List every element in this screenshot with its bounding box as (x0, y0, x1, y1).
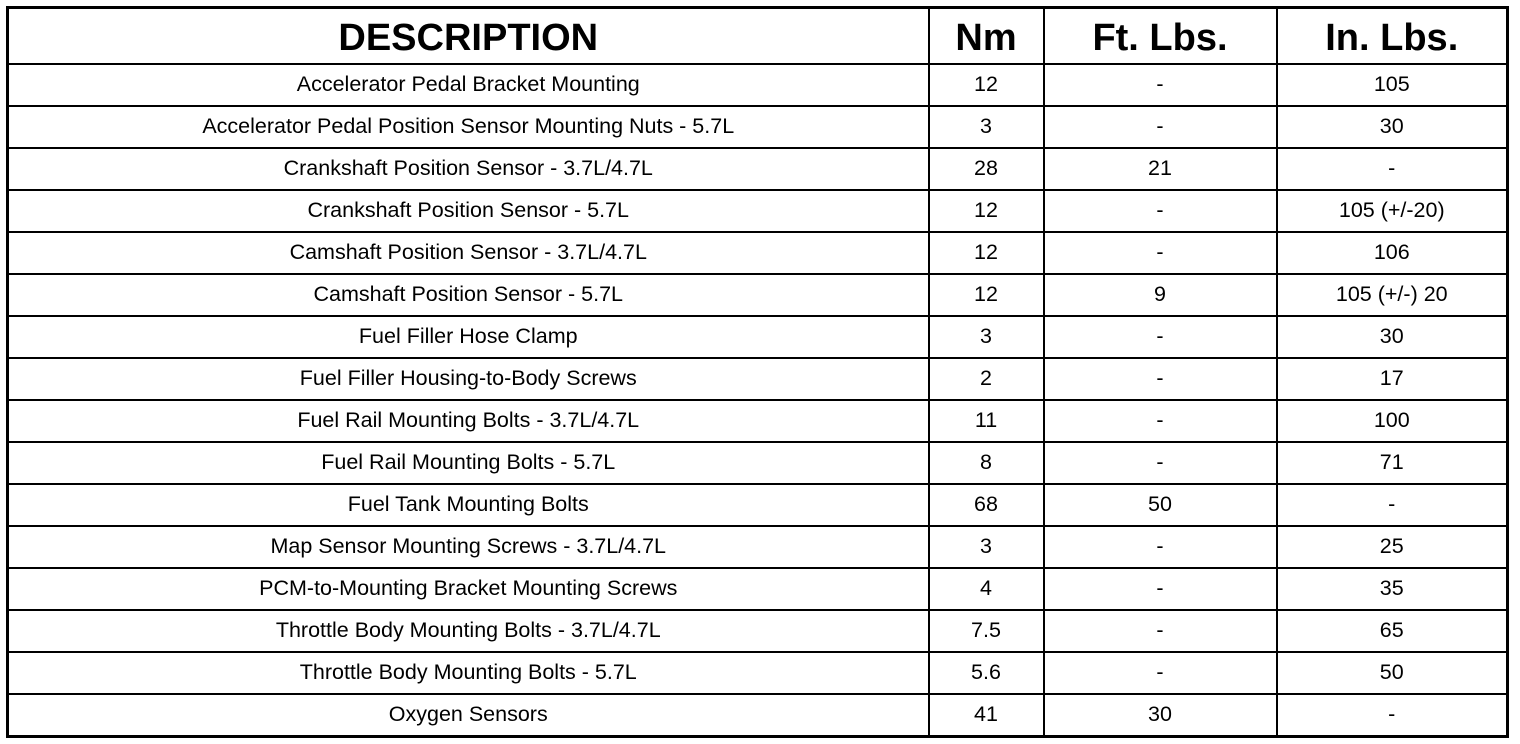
cell-ft-lbs: - (1044, 400, 1277, 442)
cell-nm: 41 (929, 694, 1044, 737)
cell-description: Map Sensor Mounting Screws - 3.7L/4.7L (8, 526, 929, 568)
cell-description: Oxygen Sensors (8, 694, 929, 737)
cell-in-lbs: 106 (1277, 232, 1508, 274)
cell-nm: 12 (929, 232, 1044, 274)
cell-in-lbs: 30 (1277, 316, 1508, 358)
cell-in-lbs: 100 (1277, 400, 1508, 442)
cell-in-lbs: 35 (1277, 568, 1508, 610)
cell-ft-lbs: - (1044, 358, 1277, 400)
cell-nm: 2 (929, 358, 1044, 400)
cell-in-lbs: 105 (+/-) 20 (1277, 274, 1508, 316)
cell-in-lbs: 105 (1277, 64, 1508, 106)
table-row (8, 652, 1508, 694)
header-in-lbs: In. Lbs. (1277, 8, 1508, 65)
cell-ft-lbs: - (1044, 232, 1277, 274)
table-header (8, 8, 1508, 65)
table-row (8, 568, 1508, 610)
cell-in-lbs: 50 (1277, 652, 1508, 694)
header-row (8, 8, 1508, 65)
cell-ft-lbs: - (1044, 190, 1277, 232)
cell-ft-lbs: 21 (1044, 148, 1277, 190)
cell-in-lbs: 71 (1277, 442, 1508, 484)
cell-nm: 3 (929, 106, 1044, 148)
cell-description: Crankshaft Position Sensor - 3.7L/4.7L (8, 148, 929, 190)
cell-ft-lbs: 9 (1044, 274, 1277, 316)
header-ft-lbs: Ft. Lbs. (1044, 8, 1277, 65)
cell-description: Fuel Tank Mounting Bolts (8, 484, 929, 526)
cell-nm: 68 (929, 484, 1044, 526)
cell-ft-lbs: - (1044, 526, 1277, 568)
cell-ft-lbs: - (1044, 316, 1277, 358)
table-row (8, 358, 1508, 400)
cell-in-lbs: 105 (+/-20) (1277, 190, 1508, 232)
table-row (8, 610, 1508, 652)
table-row (8, 484, 1508, 526)
cell-description: Camshaft Position Sensor - 5.7L (8, 274, 929, 316)
cell-nm: 8 (929, 442, 1044, 484)
table-row (8, 526, 1508, 568)
table-row (8, 190, 1508, 232)
cell-ft-lbs: - (1044, 64, 1277, 106)
table-row (8, 442, 1508, 484)
cell-description: PCM-to-Mounting Bracket Mounting Screws (8, 568, 929, 610)
table-row (8, 106, 1508, 148)
cell-ft-lbs: 50 (1044, 484, 1277, 526)
cell-ft-lbs: - (1044, 106, 1277, 148)
cell-in-lbs: 65 (1277, 610, 1508, 652)
table-body (8, 64, 1508, 737)
cell-nm: 3 (929, 316, 1044, 358)
header-nm: Nm (929, 8, 1044, 65)
cell-in-lbs: - (1277, 484, 1508, 526)
cell-in-lbs: 30 (1277, 106, 1508, 148)
table-row (8, 64, 1508, 106)
table-row (8, 400, 1508, 442)
cell-ft-lbs: - (1044, 610, 1277, 652)
cell-nm: 28 (929, 148, 1044, 190)
cell-description: Fuel Rail Mounting Bolts - 3.7L/4.7L (8, 400, 929, 442)
table-row (8, 694, 1508, 737)
header-description: DESCRIPTION (8, 8, 929, 65)
cell-ft-lbs: - (1044, 568, 1277, 610)
table-row (8, 232, 1508, 274)
cell-in-lbs: - (1277, 148, 1508, 190)
cell-description: Throttle Body Mounting Bolts - 5.7L (8, 652, 929, 694)
cell-nm: 12 (929, 190, 1044, 232)
cell-nm: 12 (929, 274, 1044, 316)
cell-ft-lbs: - (1044, 652, 1277, 694)
cell-description: Camshaft Position Sensor - 3.7L/4.7L (8, 232, 929, 274)
table-row (8, 316, 1508, 358)
cell-description: Fuel Filler Hose Clamp (8, 316, 929, 358)
cell-description: Fuel Rail Mounting Bolts - 5.7L (8, 442, 929, 484)
cell-ft-lbs: 30 (1044, 694, 1277, 737)
cell-description: Accelerator Pedal Bracket Mounting (8, 64, 929, 106)
cell-nm: 4 (929, 568, 1044, 610)
cell-description: Accelerator Pedal Position Sensor Mounting Nuts - 5.7L (8, 106, 929, 148)
cell-nm: 12 (929, 64, 1044, 106)
cell-description: Crankshaft Position Sensor - 5.7L (8, 190, 929, 232)
cell-in-lbs: 25 (1277, 526, 1508, 568)
cell-nm: 11 (929, 400, 1044, 442)
cell-nm: 5.6 (929, 652, 1044, 694)
cell-in-lbs: 17 (1277, 358, 1508, 400)
cell-description: Fuel Filler Housing-to-Body Screws (8, 358, 929, 400)
table-row (8, 274, 1508, 316)
cell-description: Throttle Body Mounting Bolts - 3.7L/4.7L (8, 610, 929, 652)
table-row (8, 148, 1508, 190)
cell-nm: 3 (929, 526, 1044, 568)
torque-spec-table (6, 6, 1509, 738)
cell-nm: 7.5 (929, 610, 1044, 652)
cell-ft-lbs: - (1044, 442, 1277, 484)
cell-in-lbs: - (1277, 694, 1508, 737)
